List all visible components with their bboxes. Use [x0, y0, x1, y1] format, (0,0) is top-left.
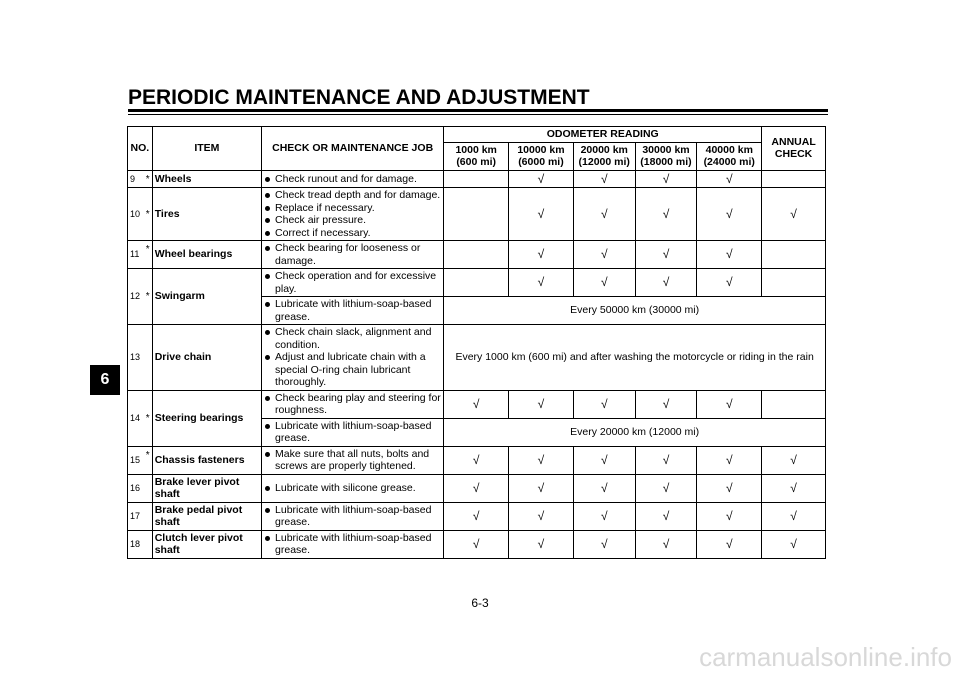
- check-mark: √: [573, 241, 635, 269]
- check-mark: √: [573, 170, 635, 188]
- check-mark: √: [573, 188, 635, 241]
- title-rule-thin: [128, 114, 828, 115]
- check-mark: √: [509, 188, 574, 241]
- check-mark: √: [762, 502, 826, 530]
- check-item: Lubricate with silicone grease.: [264, 482, 441, 495]
- table-row: [128, 241, 826, 269]
- check-item: Lubricate with lithium-soap-based grease.: [264, 298, 441, 323]
- check-mark: √: [697, 474, 762, 502]
- check-list: [262, 530, 444, 558]
- mark-empty: [762, 390, 826, 418]
- header-no: NO.: [128, 127, 153, 171]
- item-name: Wheel bearings: [152, 241, 261, 269]
- item-name: Brake lever pivot shaft: [152, 474, 261, 502]
- check-item: Check bearing play and steering for roughness.: [264, 392, 441, 417]
- page-title: PERIODIC MAINTENANCE AND ADJUSTMENT: [128, 86, 590, 109]
- header-row-1: [128, 127, 826, 143]
- check-mark: √: [697, 241, 762, 269]
- check-mark: √: [573, 390, 635, 418]
- check-item: Replace if necessary.: [264, 202, 441, 215]
- check-mark: √: [509, 269, 574, 297]
- check-mark: √: [762, 474, 826, 502]
- check-mark: √: [509, 530, 574, 558]
- check-mark: √: [573, 446, 635, 474]
- item-name: Brake pedal pivot shaft: [152, 502, 261, 530]
- header-odo-1: 1000 km (600 mi): [444, 142, 509, 170]
- header-odo-4: 30000 km (18000 mi): [635, 142, 697, 170]
- star-marker-empty: [144, 474, 153, 502]
- check-item: Adjust and lubricate chain with a special O-ring chain lubricant thoroughly.: [264, 351, 441, 389]
- star-marker: *: [144, 170, 153, 188]
- check-mark: √: [635, 446, 697, 474]
- mark-empty: [444, 188, 509, 241]
- check-item: Check chain slack, alignment and condition.: [264, 326, 441, 351]
- header-odo-5: 40000 km (24000 mi): [697, 142, 762, 170]
- check-mark: √: [509, 502, 574, 530]
- item-name: Swingarm: [152, 269, 261, 325]
- chapter-tab: 6: [90, 365, 120, 395]
- check-mark: √: [635, 530, 697, 558]
- header-odometer: ODOMETER READING: [444, 127, 762, 143]
- check-list: [262, 446, 444, 474]
- table-row: [128, 530, 826, 558]
- mark-empty: [762, 241, 826, 269]
- check-mark: √: [635, 188, 697, 241]
- mark-empty: [762, 269, 826, 297]
- check-mark: √: [635, 474, 697, 502]
- check-item: Lubricate with lithium-soap-based grease.: [264, 504, 441, 529]
- check-mark: √: [509, 170, 574, 188]
- star-marker: *: [144, 269, 153, 325]
- header-check: CHECK OR MAINTENANCE JOB: [262, 127, 444, 171]
- check-list: [262, 502, 444, 530]
- check-mark: √: [762, 446, 826, 474]
- table-row: [128, 390, 826, 418]
- check-list: [262, 418, 444, 446]
- row-number: 16: [128, 474, 144, 502]
- check-mark: √: [573, 502, 635, 530]
- check-mark: √: [697, 170, 762, 188]
- title-rule-thick: [128, 109, 828, 112]
- check-list: [262, 269, 444, 297]
- check-item: Lubricate with lithium-soap-based grease.: [264, 532, 441, 557]
- row-number: 14: [128, 390, 144, 446]
- table-row: [128, 170, 826, 188]
- check-mark: √: [697, 269, 762, 297]
- check-mark: √: [444, 502, 509, 530]
- check-mark: √: [762, 530, 826, 558]
- item-name: Wheels: [152, 170, 261, 188]
- check-mark: √: [444, 446, 509, 474]
- table-row: [128, 188, 826, 241]
- star-marker: *: [144, 188, 153, 241]
- watermark: carmanualsonline.info: [699, 642, 952, 672]
- header-odo-2: 10000 km (6000 mi): [509, 142, 574, 170]
- check-list: [262, 170, 444, 188]
- header-item: ITEM: [152, 127, 261, 171]
- check-list: [262, 474, 444, 502]
- star-marker-empty: [144, 530, 153, 558]
- table-row: [128, 474, 826, 502]
- check-list: [262, 241, 444, 269]
- row-number: 18: [128, 530, 144, 558]
- check-list: [262, 297, 444, 325]
- item-name: Drive chain: [152, 325, 261, 391]
- check-item: Check operation and for excessive play.: [264, 270, 441, 295]
- check-item: Lubricate with lithium-soap-based grease.: [264, 420, 441, 445]
- check-list: [262, 325, 444, 391]
- interval-text: Every 1000 km (600 mi) and after washing the motorcycle or riding in the rain: [444, 325, 826, 391]
- star-marker: *: [144, 446, 153, 474]
- check-item: Correct if necessary.: [264, 227, 441, 240]
- check-item: Check runout and for damage.: [264, 173, 441, 186]
- mark-empty: [444, 241, 509, 269]
- table-row: [128, 502, 826, 530]
- check-mark: √: [573, 474, 635, 502]
- table-row: [128, 446, 826, 474]
- check-mark: √: [635, 502, 697, 530]
- star-marker-empty: [144, 325, 153, 391]
- check-mark: √: [509, 446, 574, 474]
- star-marker-empty: [144, 502, 153, 530]
- row-number: 11: [128, 241, 144, 269]
- check-mark: √: [573, 530, 635, 558]
- check-mark: √: [635, 390, 697, 418]
- check-mark: √: [444, 390, 509, 418]
- page-number: 6-3: [471, 596, 489, 610]
- check-mark: √: [635, 241, 697, 269]
- header-odo-3: 20000 km (12000 mi): [573, 142, 635, 170]
- table-row: [128, 325, 826, 391]
- check-item: Check tread depth and for damage.: [264, 189, 441, 202]
- mark-empty: [444, 170, 509, 188]
- check-mark: √: [573, 269, 635, 297]
- check-mark: √: [635, 170, 697, 188]
- check-mark: √: [762, 188, 826, 241]
- check-mark: √: [697, 446, 762, 474]
- header-annual: ANNUAL CHECK: [762, 127, 826, 171]
- check-mark: √: [697, 530, 762, 558]
- check-mark: √: [509, 474, 574, 502]
- check-item: Make sure that all nuts, bolts and screws are properly tightened.: [264, 448, 441, 473]
- item-name: Chassis fasteners: [152, 446, 261, 474]
- interval-text: Every 50000 km (30000 mi): [444, 297, 826, 325]
- row-number: 15: [128, 446, 144, 474]
- row-number: 10: [128, 188, 144, 241]
- check-mark: √: [444, 474, 509, 502]
- check-mark: √: [697, 390, 762, 418]
- item-name: Tires: [152, 188, 261, 241]
- row-number: 17: [128, 502, 144, 530]
- interval-text: Every 20000 km (12000 mi): [444, 418, 826, 446]
- check-item: Check bearing for looseness or damage.: [264, 242, 441, 267]
- star-marker: *: [144, 241, 153, 269]
- maintenance-table: [127, 126, 826, 559]
- check-list: [262, 188, 444, 241]
- row-number: 9: [128, 170, 144, 188]
- row-number: 13: [128, 325, 144, 391]
- check-mark: √: [697, 188, 762, 241]
- check-mark: √: [444, 530, 509, 558]
- table-row: [128, 269, 826, 297]
- item-name: Steering bearings: [152, 390, 261, 446]
- check-mark: √: [509, 390, 574, 418]
- check-item: Check air pressure.: [264, 214, 441, 227]
- mark-empty: [762, 170, 826, 188]
- item-name: Clutch lever pivot shaft: [152, 530, 261, 558]
- star-marker: *: [144, 390, 153, 446]
- row-number: 12: [128, 269, 144, 325]
- mark-empty: [444, 269, 509, 297]
- check-mark: √: [509, 241, 574, 269]
- check-mark: √: [697, 502, 762, 530]
- check-mark: √: [635, 269, 697, 297]
- check-list: [262, 390, 444, 418]
